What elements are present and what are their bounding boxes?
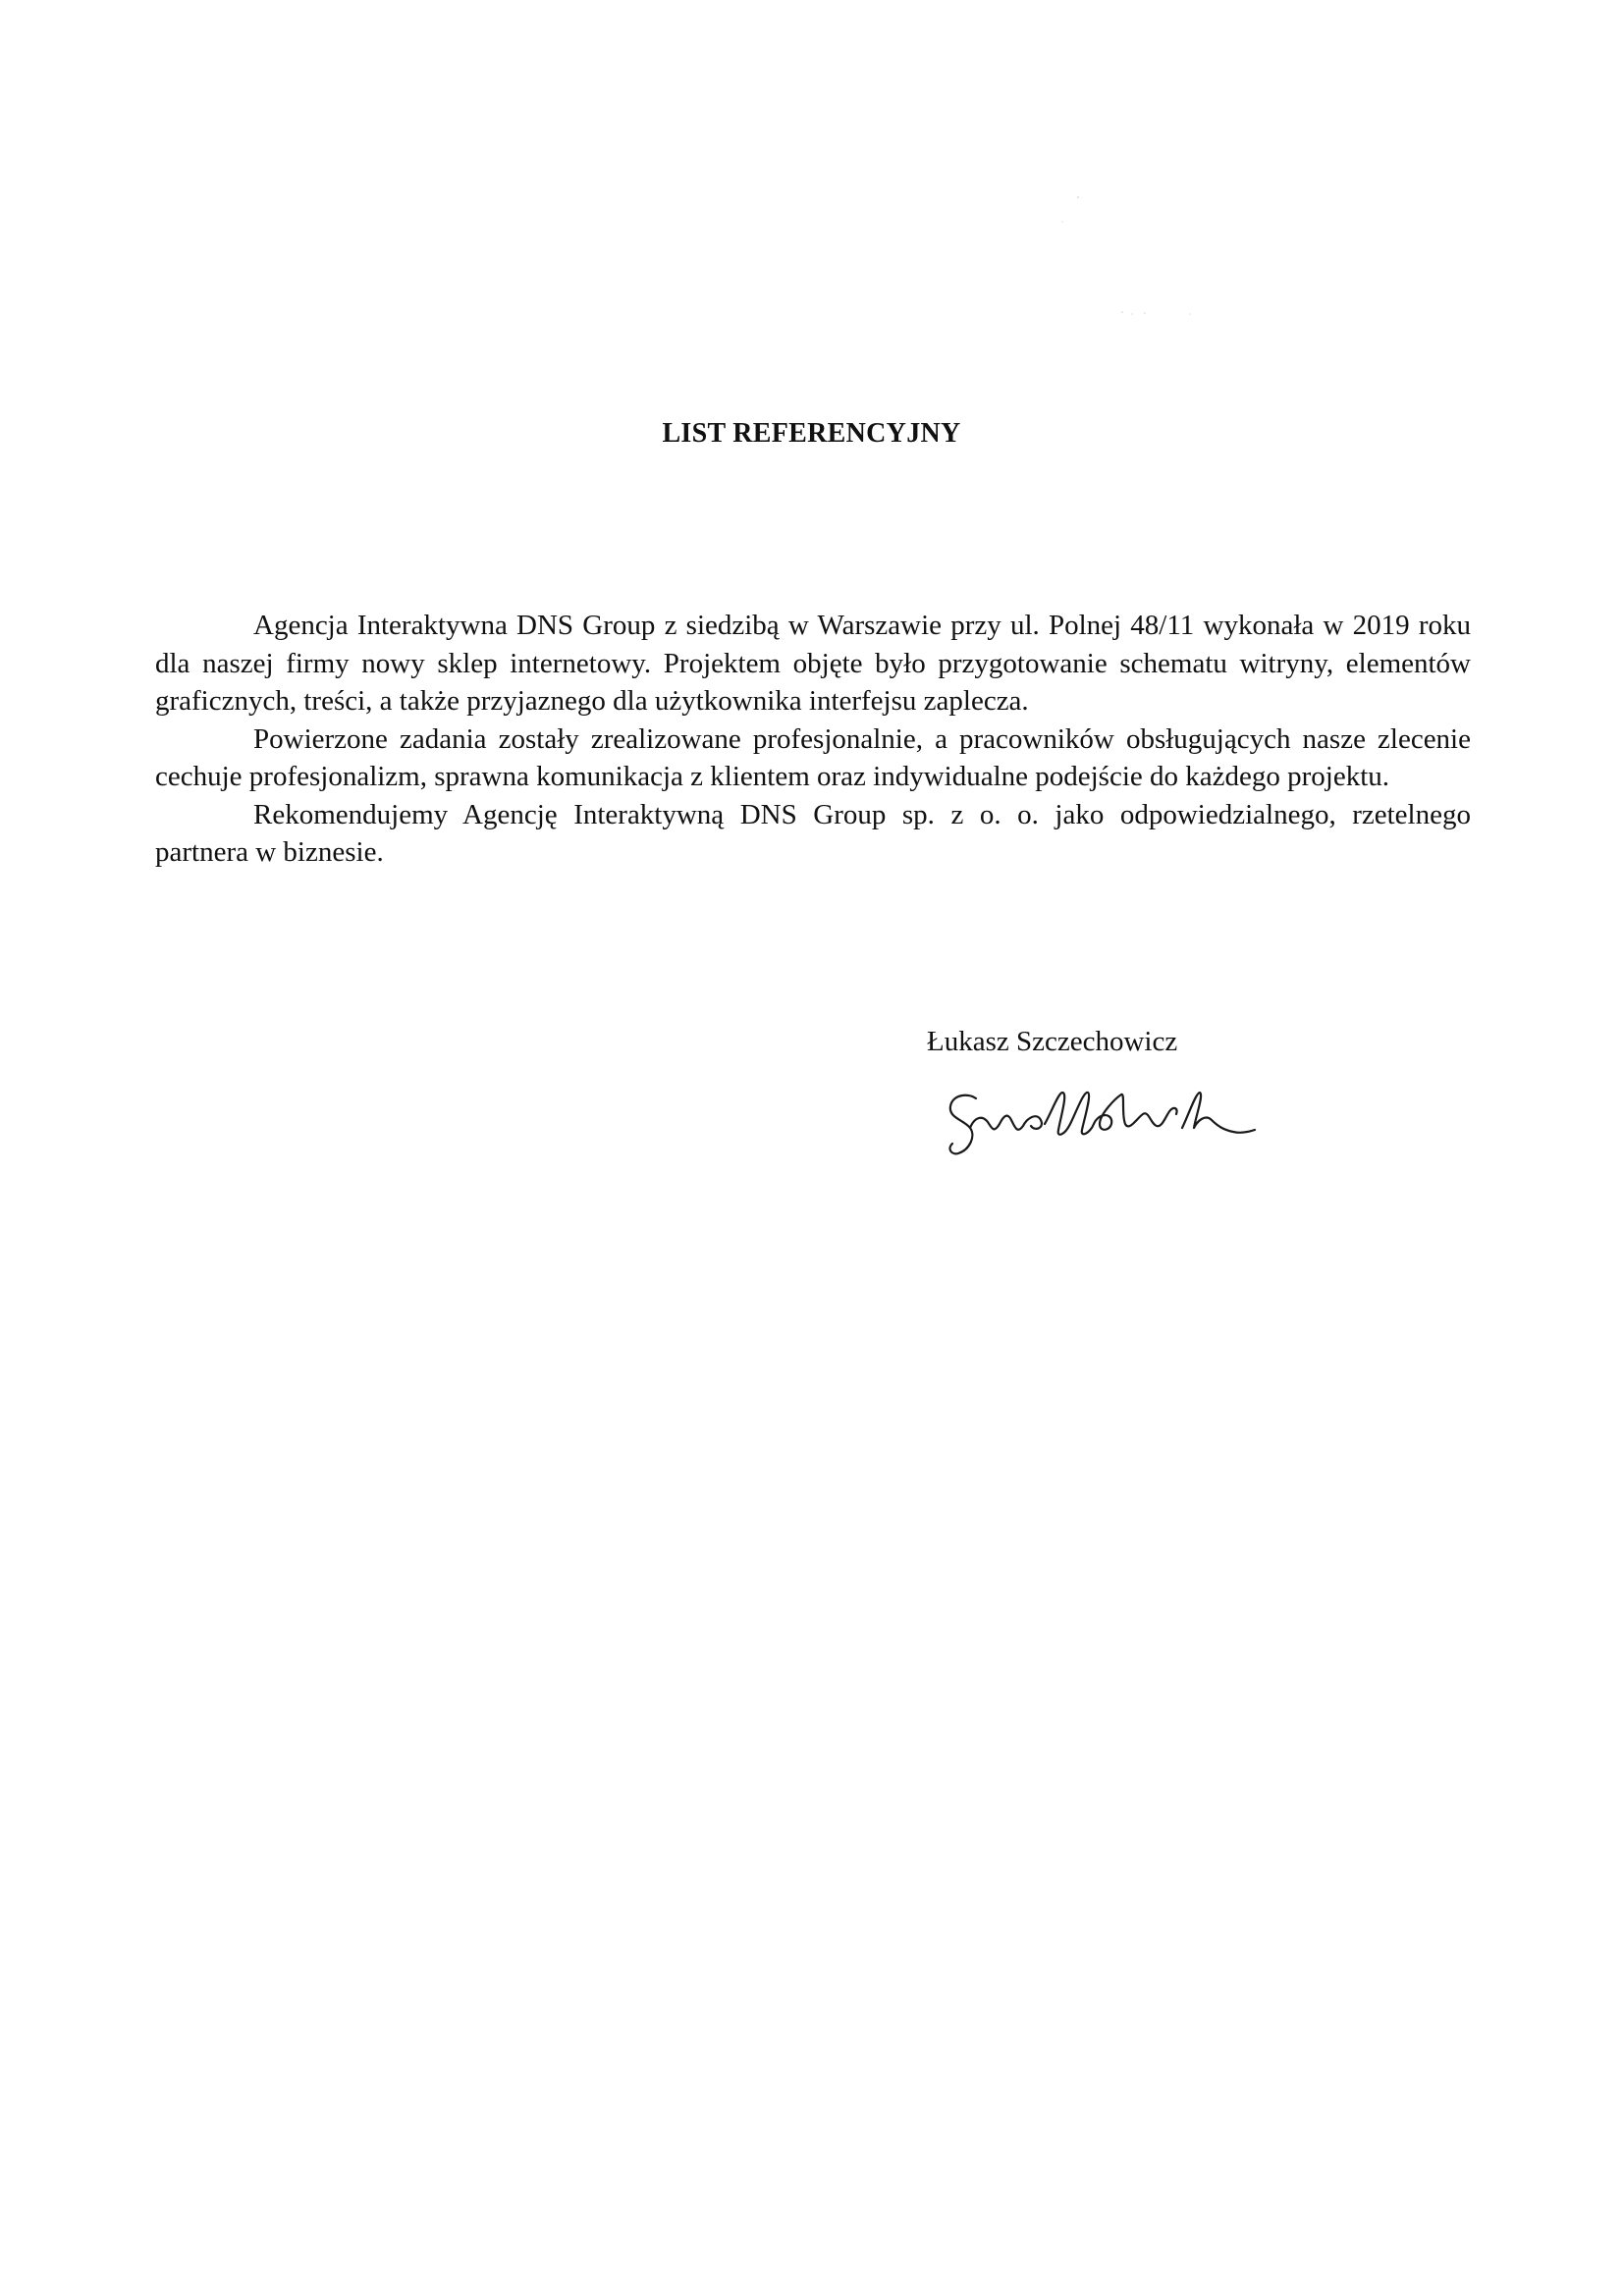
document-title: LIST REFERENCYJNY: [662, 418, 961, 449]
paragraph-2: Powierzone zadania zostały zrealizowane profesjonalnie, a pracowników obsługujących nasze zlecenie cechuje profesjonalizm, sprawna komunikacja z klientem oraz indywidualne podejście do każdego projektu.: [155, 722, 1471, 792]
scan-specks: [0, 0, 1623, 393]
paragraph-3: Rekomendujemy Agencję Interaktywną DNS Group sp. z o. o. jako odpowiedzialnego, rzetelnego partnera w biznesie.: [155, 798, 1471, 868]
paragraph-1: Agencja Interaktywna DNS Group z siedzibą w Warszawie przy ul. Polnej 48/11 wykonała w 2019 roku dla naszej firmy nowy sklep internetowy. Projektem objęte było przygotowanie schematu witryny, elementów graficznych, treści, a także przyjaznego dla użytkownika interfejsu zaplecza.: [155, 610, 1471, 717]
handwritten-signature: [943, 1085, 1257, 1163]
letter-body: [155, 607, 1471, 872]
signatory-name: Łukasz Szczechowicz: [927, 1026, 1178, 1057]
